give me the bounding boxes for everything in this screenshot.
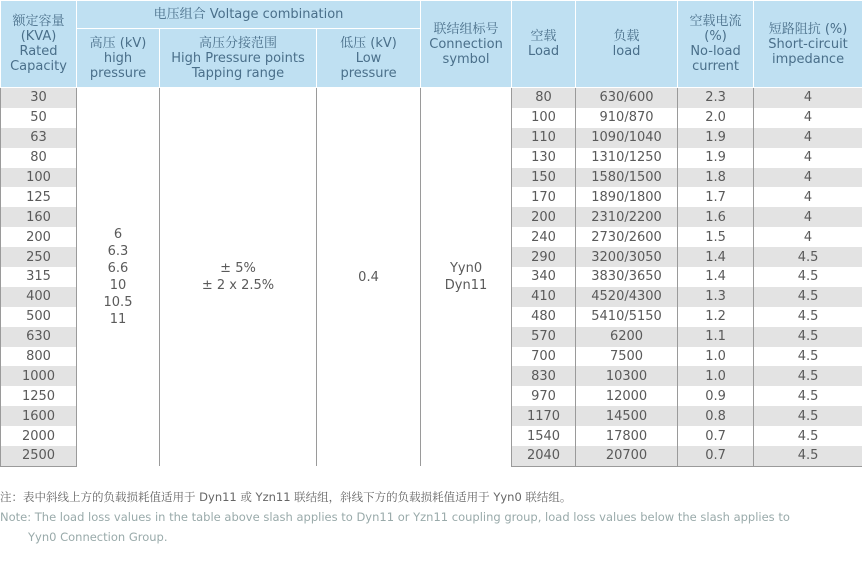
cell-noload-loss: 2040 [512,446,576,466]
cell-impedance: 4 [754,168,862,188]
cell-noload-loss: 100 [512,108,576,128]
cell-capacity: 1250 [1,386,77,406]
cell-load-loss: 10300 [576,366,678,386]
cell-noload-loss: 830 [512,366,576,386]
table-row [1,88,862,108]
cell-impedance: 4.5 [754,386,862,406]
cell-impedance: 4 [754,148,862,168]
note-english-line2: Yyn0 Connection Group. [28,530,168,544]
cell-noload-loss: 130 [512,148,576,168]
cell-low-voltage: 0.4 [317,88,421,467]
cell-noload-current: 2.0 [678,108,754,128]
cell-noload-current: 1.9 [678,148,754,168]
cell-noload-current: 1.4 [678,267,754,287]
cell-capacity: 315 [1,267,77,287]
cell-connection-symbol: Yyn0 Dyn11 [421,88,512,467]
cell-noload-current: 0.9 [678,386,754,406]
cell-noload-loss: 1540 [512,426,576,446]
cell-noload-current: 1.0 [678,366,754,386]
cell-noload-current: 1.3 [678,287,754,307]
cell-capacity: 2000 [1,426,77,446]
cell-load-loss: 17800 [576,426,678,446]
cell-load-loss: 2310/2200 [576,207,678,227]
cell-impedance: 4 [754,207,862,227]
header-low-voltage: 低压 (kV) Low pressure [317,29,421,88]
cell-load-loss: 3830/3650 [576,267,678,287]
cell-capacity: 800 [1,347,77,367]
header-load-loss: 负载 load [576,1,678,88]
cell-noload-loss: 570 [512,327,576,347]
cell-noload-current: 1.1 [678,327,754,347]
cell-impedance: 4 [754,128,862,148]
header-impedance: 短路阻抗 (%) Short-circuit impedance [754,1,862,88]
cell-capacity: 125 [1,187,77,207]
cell-capacity: 30 [1,88,77,108]
cell-load-loss: 3200/3050 [576,247,678,267]
cell-load-loss: 12000 [576,386,678,406]
cell-load-loss: 14500 [576,406,678,426]
cell-impedance: 4 [754,187,862,207]
cell-capacity: 80 [1,148,77,168]
header-noload-current: 空载电流 (%) No-load current [678,1,754,88]
cell-impedance: 4.5 [754,267,862,287]
cell-noload-loss: 200 [512,207,576,227]
cell-load-loss: 1090/1040 [576,128,678,148]
cell-noload-current: 1.8 [678,168,754,188]
cell-capacity: 2500 [1,446,77,466]
cell-impedance: 4.5 [754,247,862,267]
cell-impedance: 4.5 [754,327,862,347]
cell-noload-loss: 150 [512,168,576,188]
cell-noload-current: 0.7 [678,426,754,446]
cell-load-loss: 20700 [576,446,678,466]
note-chinese: 注：表中斜线上方的负载损耗值适用于 Dyn11 或 Yzn11 联结组，斜线下方的负载损耗值适用于 Yyn0 联结组。 [0,490,572,504]
cell-noload-loss: 80 [512,88,576,108]
cell-noload-loss: 700 [512,347,576,367]
cell-noload-loss: 1170 [512,406,576,426]
cell-capacity: 400 [1,287,77,307]
cell-impedance: 4 [754,227,862,247]
cell-load-loss: 5410/5150 [576,307,678,327]
cell-noload-current: 1.5 [678,227,754,247]
header-capacity: 额定容量 (KVA) Rated Capacity [1,1,77,88]
cell-impedance: 4.5 [754,366,862,386]
cell-capacity: 630 [1,327,77,347]
header-connection: 联结组标号 Connection symbol [421,1,512,88]
cell-noload-loss: 480 [512,307,576,327]
cell-noload-current: 0.8 [678,406,754,426]
header-high-voltage: 高压 (kV) high pressure [77,29,160,88]
cell-noload-loss: 240 [512,227,576,247]
cell-load-loss: 4520/4300 [576,287,678,307]
cell-load-loss: 1890/1800 [576,187,678,207]
cell-capacity: 500 [1,307,77,327]
cell-noload-current: 1.7 [678,187,754,207]
cell-impedance: 4.5 [754,446,862,466]
header-noload-loss: 空载 Load [512,1,576,88]
cell-noload-current: 1.4 [678,247,754,267]
cell-load-loss: 1310/1250 [576,148,678,168]
cell-impedance: 4.5 [754,426,862,446]
cell-capacity: 63 [1,128,77,148]
cell-noload-current: 1.9 [678,128,754,148]
note-english-line1: Note: The load loss values in the table above slash applies to Dyn11 or Yzn11 coupling group, load loss values below the slash applies to [0,510,790,524]
cell-noload-loss: 170 [512,187,576,207]
cell-noload-loss: 410 [512,287,576,307]
cell-noload-current: 0.7 [678,446,754,466]
cell-impedance: 4.5 [754,347,862,367]
cell-capacity: 1600 [1,406,77,426]
cell-noload-loss: 110 [512,128,576,148]
cell-impedance: 4.5 [754,287,862,307]
cell-capacity: 250 [1,247,77,267]
cell-capacity: 1000 [1,366,77,386]
cell-load-loss: 1580/1500 [576,168,678,188]
cell-noload-current: 2.3 [678,88,754,108]
cell-noload-current: 1.0 [678,347,754,367]
header-voltage-combination: 电压组合 Voltage combination [77,1,421,29]
cell-noload-loss: 970 [512,386,576,406]
cell-noload-loss: 340 [512,267,576,287]
cell-capacity: 200 [1,227,77,247]
cell-impedance: 4.5 [754,406,862,426]
cell-noload-current: 1.2 [678,307,754,327]
cell-tapping-range: ± 5% ± 2 x 2.5% [160,88,317,467]
cell-load-loss: 7500 [576,347,678,367]
cell-load-loss: 2730/2600 [576,227,678,247]
cell-impedance: 4 [754,88,862,108]
cell-load-loss: 910/870 [576,108,678,128]
cell-high-voltage: 6 6.3 6.6 10 10.5 11 [77,88,160,467]
cell-capacity: 100 [1,168,77,188]
cell-load-loss: 630/600 [576,88,678,108]
cell-noload-current: 1.6 [678,207,754,227]
cell-noload-loss: 290 [512,247,576,267]
cell-impedance: 4 [754,108,862,128]
cell-impedance: 4.5 [754,307,862,327]
header-tapping-range: 高压分接范围 High Pressure points Tapping range [160,29,317,88]
cell-capacity: 50 [1,108,77,128]
cell-capacity: 160 [1,207,77,227]
cell-load-loss: 6200 [576,327,678,347]
